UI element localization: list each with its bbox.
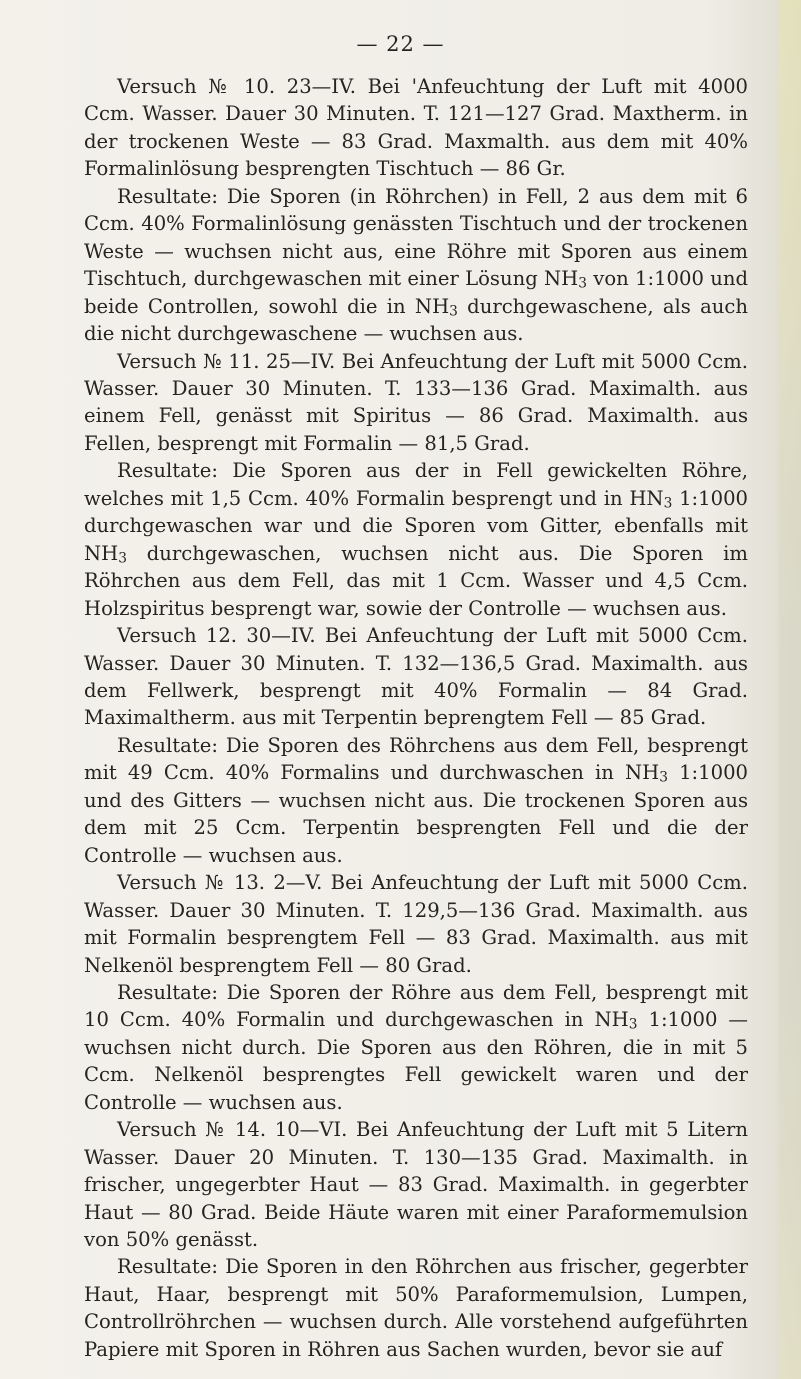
page-number: — 22 — xyxy=(356,32,445,56)
paragraph-resultate-10: Resultate: Die Sporen (in Röhrchen) in Fell, 2 aus dem mit 6 Ccm. 40% Formalinlösung genässten Tischtuch und der trockenen Weste — wuchsen nicht aus, eine Röhre mit Sporen aus einem Tischtuch, durchgewaschen mit einer Lösung $NH_3$ von 1:1000 und beide Controllen, sowohl die in $NH_3$ durchgewaschene, als auch die nicht durchgewaschene — wuchsen aus. xyxy=(84,184,749,346)
paragraph-versuch-10: Versuch № 10. 23—IV. Bei 'Anfeuchtung der Luft mit 4000 Ccm. Wasser. Dauer 30 Minuten. T. 121—127 Grad. Maxtherm. in der trockenen Weste — 83 Grad. Maxmalth. aus dem mit 40% Formalinlösung besprengten Tischtuch — 86 Gr. xyxy=(84,75,748,181)
paragraph-versuch-14: Versuch № 14. 10—VI. Bei Anfeuchtung der Luft mit 5 Litern Wasser. Dauer 20 Minuten. T. 130—135 Grad. Maximalth. in frischer, ungegerbter Haut — 83 Grad. Maximalth. in gegerbter Haut — 80 Grad. Beide Häute waren mit einer Paraformemulsion von 50% genässt. xyxy=(84,1118,748,1252)
paragraph-resultate-11: Resultate: Die Sporen aus der in Fell gewickelten Röhre, welches mit 1,5 Ccm. 40% Formalin besprengt und in $HN_3$ 1:1000 durchgewaschen war und die Sporen vom Gitter, ebenfalls mit $NH_3$ durchgewaschen, wuchsen nicht aus. Die Sporen im Röhrchen aus dem Fell, das mit 1 Ccm. Wasser und 4,5 Ccm. Holzspiritus besprengt war, sowie der Controlle — wuchsen aus. xyxy=(84,459,748,620)
paragraph-resultate-13: Resultate: Die Sporen der Röhre aus dem Fell, besprengt mit 10 Ccm. 40% Formalin und durchgewaschen in $NH_3$ 1:1000 — wuchsen nicht durch. Die Sporen aus den Röhren, die in mit 5 Ccm. Nelkenöl besprengtes Fell gewickelt waren und der Controlle — wuchsen aus. xyxy=(84,980,749,1114)
paragraph-versuch-12: Versuch 12. 30—IV. Bei Anfeuchtung der Luft mit 5000 Ccm. Wasser. Dauer 30 Minuten. T. 132—136,5 Grad. Maximalth. aus dem Fellwerk, besprengt mit 40% Formalin — 84 Grad. Maximaltherm. aus mit Terpentin beprengtem Fell — 85 Grad. xyxy=(84,624,748,730)
body-text xyxy=(84,73,748,1363)
paragraph-resultate-14: Resultate: Die Sporen in den Röhrchen aus frischer, gegerbter Haut, Haar, besprengt mit 50% Paraformemulsion, Lumpen, Controllröhrchen — wuchsen durch. Alle vorstehend aufgeführten Papiere mit Sporen in Röhren aus Sachen wurden, bevor sie auf xyxy=(84,1255,748,1361)
paragraph-resultate-12: Resultate: Die Sporen des Röhrchens aus dem Fell, besprengt mit 49 Ccm. 40% Formalins und durchwaschen in $NH_3$ 1:1000 und des Gitters — wuchsen nicht aus. Die trockenen Sporen aus dem mit 25 Ccm. Terpentin besprengten Fell und die der Controlle — wuchsen aus. xyxy=(84,733,748,867)
page-edge-stain xyxy=(779,0,801,1379)
paragraph-versuch-11: Versuch № 11. 25—IV. Bei Anfeuchtung der Luft mit 5000 Ccm. Wasser. Dauer 30 Minuten. T. 133—136 Grad. Maximalth. aus einem Fell, genässt mit Spiritus — 86 Grad. Maximalth. aus Fellen, besprengt mit Formalin — 81,5 Grad. xyxy=(84,349,748,455)
paragraph-versuch-13: Versuch № 13. 2—V. Bei Anfeuchtung der Luft mit 5000 Ccm. Wasser. Dauer 30 Minuten. T. 129,5—136 Grad. Maximalth. aus mit Formalin besprengtem Fell — 83 Grad. Maximalth. aus mit Nelkenöl besprengtem Fell — 80 Grad. xyxy=(84,871,748,977)
